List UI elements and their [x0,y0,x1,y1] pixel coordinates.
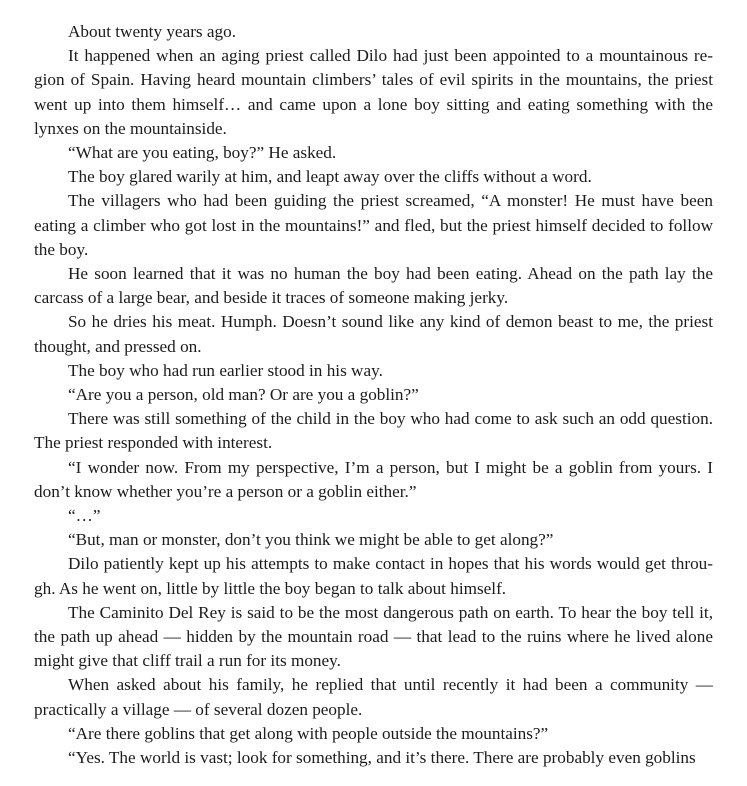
paragraph: The Caminito Del Rey is said to be the most dangerous path on earth. To hear the boy tell it, the path up ahead — hidden by the mountain road — that lead to the ruins where he lived alone might give that cliff trail a run for its money. [34,602,713,671]
paragraph: Dilo patiently kept up his attempts to make contact in hopes that his words would get through. As he went on, little by little the boy began to talk about himself. [34,554,713,598]
paragraph: “Are there goblins that get along with people outside the mountains?” [68,723,549,743]
paragraph: “…” [68,506,101,526]
paragraph: The boy glared warily at him, and leapt away over the cliffs without a word. [68,167,592,187]
paragraph: “Yes. The world is vast; look for something, and it’s there. There are probably even goblins [68,748,696,768]
paragraph: The boy who had run earlier stood in his way. [68,360,383,380]
paragraph: “What are you eating, boy?” He asked. [68,143,337,163]
paragraph: “But, man or monster, don’t you think we might be able to get along?” [68,530,554,550]
paragraph: The villagers who had been guiding the priest screamed, “A monster! He must have been eating a climber who got lost in the mountains!” and fled, but the priest himself decided to follow the boy. [34,191,713,259]
paragraph: So he dries his meat. Humph. Doesn’t sound like any kind of demon beast to me, the priest thought, and pressed on. [34,312,713,356]
paragraph: About twenty years ago. [68,22,237,41]
paragraph: There was still something of the child in the boy who had come to ask such an odd question. The priest responded with interest. [34,409,713,453]
paragraph: He soon learned that it was no human the boy had been eating. Ahead on the path lay the carcass of a large bear, and beside it traces of someone making jerky. [34,264,713,308]
paragraph: It happened when an aging priest called Dilo had just been appointed to a mountainous region of Spain. Having heard mountain climbers’ tales of evil spirits in the mountains, the priest went up into them himself… and came upon a lone boy sitting and eating something with the lynxes on the mountainside. [34,46,713,138]
paragraph: “I wonder now. From my perspective, I’m a person, but I might be a goblin from yours. I don’t know whether you’re a person or a goblin either.” [34,457,713,501]
paragraph: “Are you a person, old man? Or are you a goblin?” [68,385,419,405]
paragraph: When asked about his family, he replied that until recently it had been a community — practically a village — of several dozen people. [34,675,713,719]
